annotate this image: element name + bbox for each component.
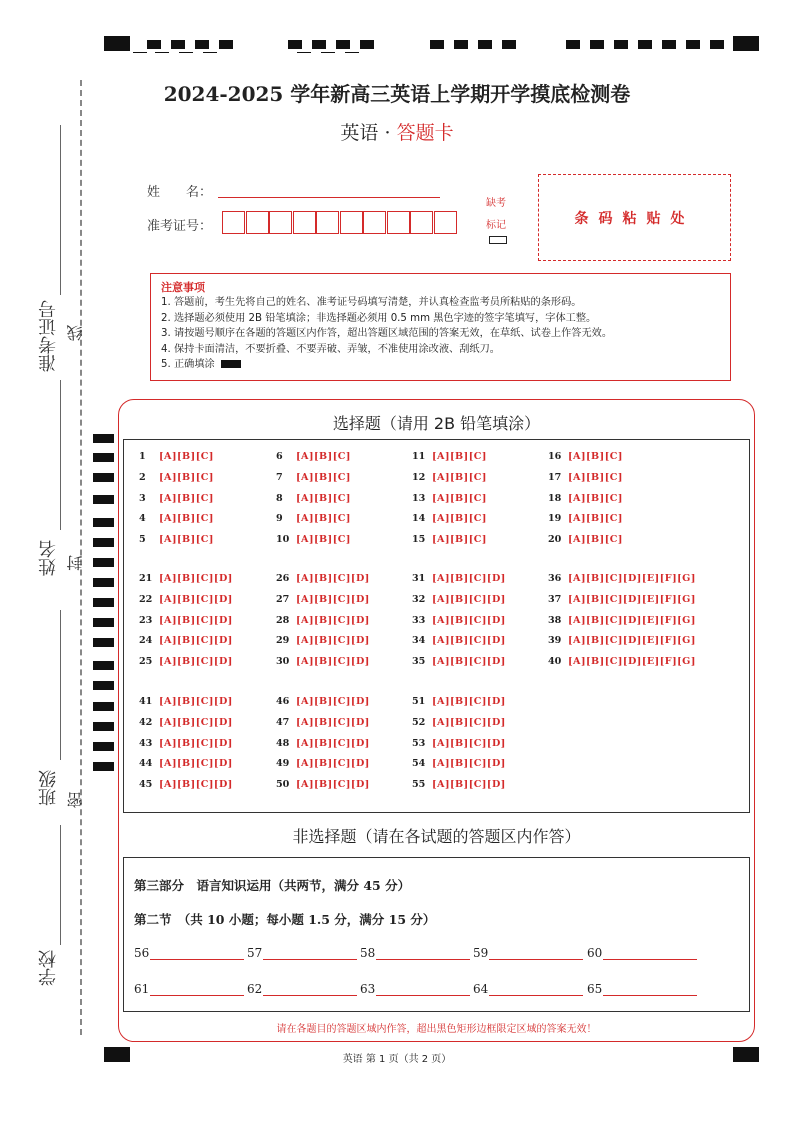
question-number: 49 bbox=[276, 758, 290, 770]
question-number: 10 bbox=[276, 534, 290, 546]
question-number: 28 bbox=[276, 614, 290, 626]
question-number: 46 bbox=[276, 696, 290, 707]
answer-options[interactable]: [A][B][C] bbox=[432, 492, 487, 504]
question-number: 54 bbox=[412, 758, 426, 770]
question-item[interactable] bbox=[548, 656, 696, 667]
question-item[interactable] bbox=[276, 635, 370, 646]
filled-example-mark bbox=[221, 360, 241, 368]
blank-answer-line[interactable] bbox=[263, 959, 357, 960]
side-label-seal: 封 bbox=[66, 555, 85, 571]
question-number: 47 bbox=[276, 716, 290, 728]
question-number: 27 bbox=[276, 593, 290, 605]
question-number: 34 bbox=[412, 635, 426, 647]
timing-mark bbox=[93, 722, 114, 731]
exam-id-digit-box[interactable] bbox=[387, 211, 410, 234]
question-item[interactable] bbox=[412, 594, 506, 605]
question-item[interactable] bbox=[412, 573, 506, 584]
question-number: 55 bbox=[412, 779, 426, 791]
question-number: 51 bbox=[412, 696, 426, 707]
timing-mark bbox=[502, 40, 516, 49]
timing-mark bbox=[93, 495, 114, 504]
answer-options[interactable]: [A][B][C][D] bbox=[296, 614, 370, 626]
side-label-secret: 密 bbox=[66, 792, 85, 808]
timing-mark bbox=[93, 702, 114, 711]
page-footer: 英语 第 1 页（共 2 页） bbox=[342, 1054, 452, 1065]
question-number: 26 bbox=[276, 573, 290, 584]
question-item[interactable] bbox=[412, 493, 487, 504]
question-item[interactable] bbox=[276, 573, 370, 584]
question-number: 53 bbox=[412, 737, 426, 749]
subject-label: 英语 bbox=[340, 122, 379, 144]
answer-options[interactable]: [A][B][C] bbox=[159, 534, 214, 546]
question-number: 44 bbox=[139, 758, 153, 770]
question-number: 7 bbox=[276, 471, 283, 483]
question-number: 16 bbox=[548, 451, 562, 462]
answer-options[interactable]: [A][B][C][D] bbox=[432, 614, 506, 626]
answer-options[interactable]: [A][B][C][D] bbox=[296, 758, 370, 770]
page-title: 2024-2025 学年新高三英语上学期开学摸底检测卷 bbox=[163, 82, 631, 106]
answer-options[interactable]: [A][B][C][D] bbox=[296, 779, 370, 791]
side-line-name bbox=[60, 380, 61, 530]
timing-mark bbox=[93, 578, 114, 587]
question-item[interactable] bbox=[276, 779, 370, 790]
blank-answer-line[interactable] bbox=[376, 995, 470, 996]
blank-answer-line[interactable] bbox=[263, 995, 357, 996]
answer-options[interactable]: [A][B][C][D] bbox=[432, 737, 506, 749]
blank-answer-line[interactable] bbox=[489, 959, 583, 960]
exam-id-digit-box[interactable] bbox=[410, 211, 433, 234]
question-item[interactable] bbox=[139, 779, 233, 790]
absent-mark-box[interactable] bbox=[489, 236, 507, 244]
barcode-area: 条码粘贴处 bbox=[538, 174, 731, 261]
timing-mark bbox=[454, 40, 468, 49]
answer-options[interactable]: [A][B][C][D][E][F][G] bbox=[568, 573, 696, 584]
timing-mark bbox=[93, 742, 114, 751]
question-item[interactable] bbox=[276, 656, 370, 667]
timing-mark bbox=[171, 40, 185, 49]
question-item[interactable] bbox=[548, 615, 696, 626]
question-number: 15 bbox=[412, 534, 426, 546]
question-number: 9 bbox=[276, 513, 283, 525]
timing-mark bbox=[93, 453, 114, 462]
answer-options[interactable]: [A][B][C] bbox=[568, 534, 623, 546]
answer-options[interactable]: [A][B][C][D][E][F][G] bbox=[568, 635, 696, 647]
timing-mark bbox=[478, 40, 492, 49]
question-item[interactable] bbox=[412, 534, 487, 545]
timing-underline bbox=[179, 52, 193, 53]
answer-options[interactable]: [A][B][C][D][E][F][G] bbox=[568, 614, 696, 626]
timing-mark bbox=[336, 40, 350, 49]
answer-options[interactable]: [A][B][C][D] bbox=[432, 656, 506, 668]
question-number: 1 bbox=[139, 451, 146, 462]
question-item[interactable] bbox=[412, 738, 506, 749]
answer-options[interactable]: [A][B][C][D] bbox=[159, 573, 233, 584]
blank-number: 62 bbox=[247, 982, 263, 996]
timing-mark bbox=[638, 40, 652, 49]
question-item[interactable] bbox=[139, 472, 214, 483]
blank-answer-line[interactable] bbox=[376, 959, 470, 960]
note-item bbox=[161, 357, 720, 372]
notes-heading: 注意事项 bbox=[161, 281, 205, 294]
question-number: 41 bbox=[139, 696, 153, 707]
note-item: 3. 请按题号顺序在各题的答题区内作答，超出答题区域范围的答案无效，在草纸、试卷上作答无效。 bbox=[161, 328, 613, 340]
exam-id-digit-box[interactable] bbox=[363, 211, 386, 234]
timing-underline bbox=[155, 52, 169, 53]
answer-options[interactable]: [A][B][C][D] bbox=[432, 758, 506, 770]
exam-id-digit-box[interactable] bbox=[316, 211, 339, 234]
question-item[interactable] bbox=[139, 738, 233, 749]
question-number: 36 bbox=[548, 573, 562, 584]
timing-mark bbox=[360, 40, 374, 49]
section-two-title: 第二节 （共 10 小题；每小题 1.5 分，满分 15 分） bbox=[134, 912, 436, 927]
answer-options[interactable]: [A][B][C][D] bbox=[296, 635, 370, 647]
answer-options[interactable]: [A][B][C][D][E][F][G] bbox=[568, 656, 696, 668]
question-item[interactable] bbox=[412, 656, 506, 667]
exam-id-digit-box[interactable] bbox=[434, 211, 457, 234]
question-item[interactable] bbox=[139, 573, 233, 584]
blank-number: 64 bbox=[473, 982, 489, 996]
question-item[interactable] bbox=[276, 534, 351, 545]
answer-options[interactable]: [A][B][C][D] bbox=[432, 593, 506, 605]
question-item[interactable] bbox=[412, 696, 506, 707]
part-three-title: 第三部分 语言知识运用（共两节，满分 45 分） bbox=[134, 878, 411, 893]
question-item[interactable] bbox=[276, 717, 370, 728]
blank-number: 61 bbox=[134, 982, 150, 996]
answer-options[interactable]: [A][B][C] bbox=[296, 513, 351, 525]
answer-options[interactable]: [A][B][C] bbox=[296, 471, 351, 483]
blank-number: 56 bbox=[134, 946, 150, 960]
question-number: 21 bbox=[139, 573, 153, 584]
timing-mark bbox=[93, 473, 114, 482]
answer-options[interactable]: [A][B][C][D] bbox=[296, 737, 370, 749]
question-item[interactable] bbox=[276, 451, 351, 462]
question-item[interactable] bbox=[412, 635, 506, 646]
question-number: 29 bbox=[276, 635, 290, 647]
answer-options[interactable]: [A][B][C] bbox=[296, 534, 351, 546]
timing-underline bbox=[321, 52, 335, 53]
timing-mark bbox=[686, 40, 700, 49]
question-item[interactable] bbox=[276, 758, 370, 769]
side-label-line: 线 bbox=[66, 325, 85, 341]
timing-mark bbox=[662, 40, 676, 49]
blank-number: 59 bbox=[473, 946, 489, 960]
blank-answer-line[interactable] bbox=[603, 959, 697, 960]
answer-options[interactable]: [A][B][C][D] bbox=[159, 635, 233, 647]
question-number: 33 bbox=[412, 614, 426, 626]
answer-options[interactable]: [A][B][C][D] bbox=[159, 593, 233, 605]
question-item[interactable] bbox=[548, 513, 623, 524]
answer-options[interactable]: [A][B][C][D] bbox=[296, 573, 370, 584]
question-item[interactable] bbox=[412, 451, 487, 462]
question-number: 12 bbox=[412, 471, 426, 483]
exam-id-digit-box[interactable] bbox=[222, 211, 245, 234]
card-label: 答题卡 bbox=[396, 122, 454, 144]
timing-mark bbox=[312, 40, 326, 49]
absent-label-top: 缺考 bbox=[486, 198, 506, 209]
question-number: 2 bbox=[139, 471, 146, 483]
subtitle-dot: · bbox=[384, 122, 391, 144]
question-number: 48 bbox=[276, 737, 290, 749]
timing-mark bbox=[195, 40, 209, 49]
question-item[interactable] bbox=[276, 594, 370, 605]
question-item[interactable] bbox=[139, 758, 233, 769]
timing-underline bbox=[203, 52, 217, 53]
question-number: 3 bbox=[139, 492, 146, 504]
blank-answer-line[interactable] bbox=[603, 995, 697, 996]
question-item[interactable] bbox=[276, 696, 370, 707]
question-item[interactable] bbox=[139, 451, 214, 462]
boundary-warning: 请在各题目的答题区域内作答，超出黑色矩形边框限定区域的答案无效！ bbox=[276, 1024, 597, 1035]
timing-mark bbox=[614, 40, 628, 49]
exam-id-digit-box[interactable] bbox=[340, 211, 363, 234]
absent-label-bottom: 标记 bbox=[486, 220, 506, 231]
timing-mark bbox=[93, 638, 114, 647]
question-item[interactable] bbox=[139, 717, 233, 728]
notes-box bbox=[150, 273, 731, 381]
timing-mark bbox=[93, 618, 114, 627]
question-item[interactable] bbox=[548, 635, 696, 646]
timing-underline bbox=[133, 52, 147, 53]
question-number: 30 bbox=[276, 656, 290, 668]
answer-options[interactable]: [A][B][C][D] bbox=[296, 716, 370, 728]
timing-underline bbox=[297, 52, 311, 53]
blank-number: 63 bbox=[360, 982, 376, 996]
answer-options[interactable]: [A][B][C] bbox=[159, 492, 214, 504]
question-number: 20 bbox=[548, 534, 562, 546]
question-item[interactable] bbox=[276, 738, 370, 749]
question-number: 11 bbox=[412, 451, 426, 462]
question-item[interactable] bbox=[139, 635, 233, 646]
question-number: 19 bbox=[548, 513, 562, 525]
blank-number: 58 bbox=[360, 946, 376, 960]
answer-options[interactable]: [A][B][C] bbox=[159, 471, 214, 483]
side-line-id bbox=[60, 125, 61, 295]
timing-mark bbox=[93, 681, 114, 690]
timing-mark bbox=[93, 598, 114, 607]
answer-options[interactable]: [A][B][C][D] bbox=[159, 696, 233, 707]
corner-mark-top-left bbox=[104, 36, 130, 51]
answer-options[interactable]: [A][B][C][D] bbox=[159, 716, 233, 728]
timing-mark bbox=[93, 434, 114, 443]
timing-mark bbox=[430, 40, 444, 49]
answer-options[interactable]: [A][B][C][D] bbox=[296, 696, 370, 707]
note-item: 1. 答题前，考生先将自己的姓名、准考证号码填写清楚，并认真检查监考员所粘贴的条形码。 bbox=[161, 297, 582, 309]
question-number: 22 bbox=[139, 593, 153, 605]
question-number: 17 bbox=[548, 471, 562, 483]
question-item[interactable] bbox=[412, 717, 506, 728]
question-number: 8 bbox=[276, 492, 283, 504]
page-subtitle bbox=[0, 118, 794, 145]
side-line-school bbox=[60, 825, 61, 945]
choice-heading: 选择题（请用 2B 铅笔填涂） bbox=[332, 414, 541, 433]
question-number: 52 bbox=[412, 716, 426, 728]
timing-mark bbox=[566, 40, 580, 49]
question-item[interactable] bbox=[139, 696, 233, 707]
side-label-id: 准考证号 bbox=[38, 300, 59, 372]
question-item[interactable] bbox=[412, 615, 506, 626]
question-item[interactable] bbox=[139, 513, 214, 524]
nonchoice-heading: 非选择题（请在各试题的答题区内作答） bbox=[292, 827, 581, 846]
blank-answer-line[interactable] bbox=[489, 995, 583, 996]
question-number: 39 bbox=[548, 635, 562, 647]
answer-options[interactable]: [A][B][C] bbox=[296, 451, 351, 462]
blank-answer-line[interactable] bbox=[150, 995, 244, 996]
question-number: 13 bbox=[412, 492, 426, 504]
question-item[interactable] bbox=[548, 573, 696, 584]
question-item[interactable] bbox=[548, 534, 623, 545]
question-number: 25 bbox=[139, 656, 153, 668]
question-item[interactable] bbox=[276, 615, 370, 626]
question-item[interactable] bbox=[276, 472, 351, 483]
answer-options[interactable]: [A][B][C][D] bbox=[432, 635, 506, 647]
note-item-text: 5. 正确填涂 bbox=[161, 359, 215, 371]
question-number: 4 bbox=[139, 513, 146, 525]
question-number: 32 bbox=[412, 593, 426, 605]
corner-mark-top-right bbox=[733, 36, 759, 51]
question-number: 35 bbox=[412, 656, 426, 668]
timing-mark bbox=[590, 40, 604, 49]
answer-options[interactable]: [A][B][C] bbox=[296, 492, 351, 504]
timing-mark bbox=[93, 762, 114, 771]
exam-id-digit-box[interactable] bbox=[246, 211, 269, 234]
question-number: 42 bbox=[139, 716, 153, 728]
question-item[interactable] bbox=[412, 472, 487, 483]
side-label-name: 姓名 bbox=[38, 540, 59, 576]
timing-mark bbox=[93, 538, 114, 547]
question-item[interactable] bbox=[139, 534, 214, 545]
question-number: 31 bbox=[412, 573, 426, 584]
name-input-line[interactable] bbox=[218, 197, 440, 198]
exam-id-digit-box[interactable] bbox=[293, 211, 316, 234]
answer-options[interactable]: [A][B][C][D] bbox=[159, 656, 233, 668]
answer-options[interactable]: [A][B][C][D] bbox=[432, 716, 506, 728]
timing-mark bbox=[219, 40, 233, 49]
question-number: 18 bbox=[548, 492, 562, 504]
timing-mark bbox=[93, 558, 114, 567]
answer-options[interactable]: [A][B][C][D] bbox=[296, 593, 370, 605]
blank-number: 65 bbox=[587, 982, 603, 996]
timing-underline bbox=[345, 52, 359, 53]
note-item: 4. 保持卡面清洁，不要折叠、不要弄破、弄皱，不准使用涂改液、刮纸刀。 bbox=[161, 343, 500, 355]
answer-options[interactable]: [A][B][C] bbox=[432, 471, 487, 483]
question-item[interactable] bbox=[412, 513, 487, 524]
note-item: 2. 选择题必须使用 2B 铅笔填涂；非选择题必须用 0.5 mm 黑色字迹的签字笔填写，字体工整。 bbox=[161, 312, 597, 324]
question-number: 6 bbox=[276, 451, 283, 462]
question-item[interactable] bbox=[412, 779, 506, 790]
answer-options[interactable]: [A][B][C] bbox=[432, 451, 487, 462]
question-item[interactable] bbox=[548, 472, 623, 483]
answer-options[interactable]: [A][B][C] bbox=[568, 492, 623, 504]
question-number: 23 bbox=[139, 614, 153, 626]
question-item[interactable] bbox=[139, 493, 214, 504]
question-number: 14 bbox=[412, 513, 426, 525]
timing-mark bbox=[147, 40, 161, 49]
blank-answer-line[interactable] bbox=[150, 959, 244, 960]
timing-mark bbox=[93, 518, 114, 527]
side-label-class: 班级 bbox=[38, 770, 59, 806]
question-number: 5 bbox=[139, 534, 146, 546]
answer-options[interactable]: [A][B][C] bbox=[568, 451, 623, 462]
question-number: 38 bbox=[548, 614, 562, 626]
exam-id-digit-box[interactable] bbox=[269, 211, 292, 234]
question-number: 50 bbox=[276, 779, 290, 791]
blank-number: 60 bbox=[587, 946, 603, 960]
answer-options[interactable]: [A][B][C][D] bbox=[432, 779, 506, 791]
answer-options[interactable]: [A][B][C] bbox=[432, 513, 487, 525]
answer-options[interactable]: [A][B][C] bbox=[159, 513, 214, 525]
timing-mark bbox=[288, 40, 302, 49]
question-item[interactable] bbox=[548, 594, 696, 605]
name-label: 姓 名： bbox=[147, 185, 213, 200]
answer-options[interactable]: [A][B][C][D] bbox=[432, 573, 506, 584]
blank-number: 57 bbox=[247, 946, 263, 960]
question-number: 40 bbox=[548, 656, 562, 668]
question-item[interactable] bbox=[548, 451, 623, 462]
question-item[interactable] bbox=[139, 615, 233, 626]
timing-mark bbox=[710, 40, 724, 49]
question-number: 24 bbox=[139, 635, 153, 647]
question-item[interactable] bbox=[139, 594, 233, 605]
answer-options[interactable]: [A][B][C] bbox=[432, 534, 487, 546]
question-item[interactable] bbox=[139, 656, 233, 667]
side-line-class bbox=[60, 610, 61, 760]
answer-options[interactable]: [A][B][C] bbox=[568, 471, 623, 483]
side-label-school: 学校 bbox=[38, 950, 59, 986]
question-number: 45 bbox=[139, 779, 153, 791]
answer-options[interactable]: [A][B][C][D] bbox=[159, 779, 233, 791]
question-item[interactable] bbox=[276, 513, 351, 524]
question-number: 43 bbox=[139, 737, 153, 749]
question-number: 37 bbox=[548, 593, 562, 605]
timing-mark bbox=[93, 661, 114, 670]
answer-options[interactable]: [A][B][C][D][E][F][G] bbox=[568, 593, 696, 605]
answer-options[interactable]: [A][B][C][D] bbox=[432, 696, 506, 707]
question-item[interactable] bbox=[276, 493, 351, 504]
answer-options[interactable]: [A][B][C][D] bbox=[296, 656, 370, 668]
answer-options[interactable]: [A][B][C][D] bbox=[159, 737, 233, 749]
answer-options[interactable]: [A][B][C] bbox=[568, 513, 623, 525]
answer-options[interactable]: [A][B][C][D] bbox=[159, 614, 233, 626]
question-item[interactable] bbox=[548, 493, 623, 504]
answer-options[interactable]: [A][B][C][D] bbox=[159, 758, 233, 770]
exam-id-label: 准考证号： bbox=[147, 219, 213, 234]
question-item[interactable] bbox=[412, 758, 506, 769]
answer-options[interactable]: [A][B][C] bbox=[159, 451, 214, 462]
